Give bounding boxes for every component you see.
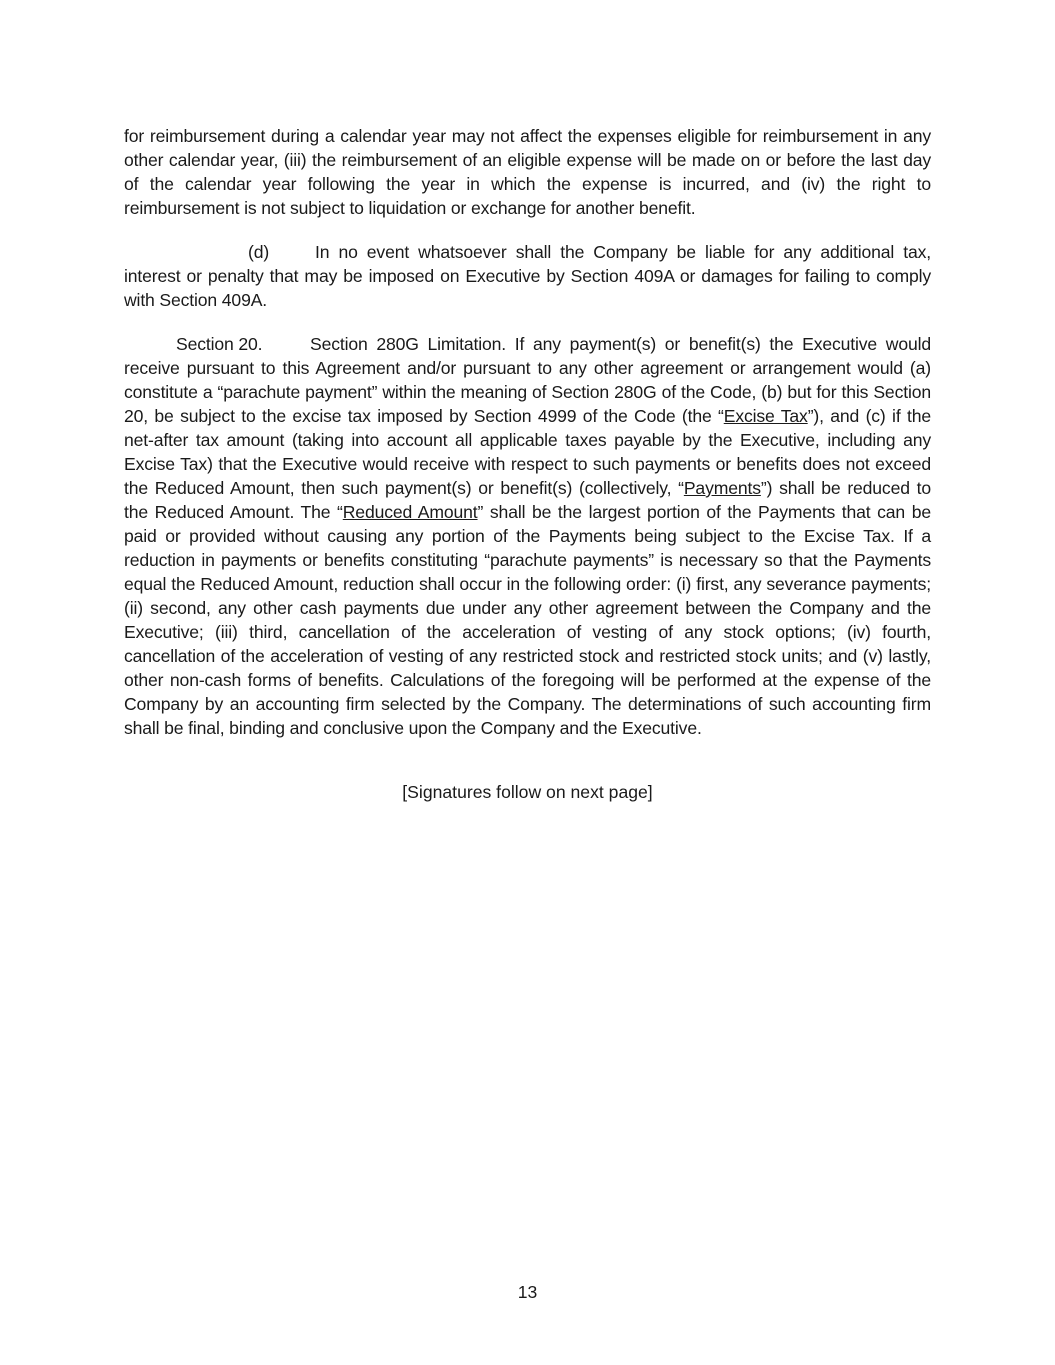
section-20-text-part4: ” shall be the largest portion of the Payments that can be paid or provided without causing any portion of the Payments being subject to the Excise Tax. If a reduction in payments or benefits constituting “parachute payments” is necessary so that the Payments equal the Reduced Amount, reduction shall occur in the following order: (i) first, any severance payments; (ii) second, any other cash payments due under any other agreement between the Company and the Executive; (iii) third, cancellation of the acceleration of vesting of any stock options; (iv) fourth, cancellation of the acceleration of vesting of any restricted stock and restricted stock units; and (v) lastly, other non-cash forms of benefits. Calculations of the foregoing will be performed at the expense of the Company by an accounting firm selected by the Company. The determinations of such accounting firm shall be final, binding and conclusive upon the Company and the Executive. (124, 502, 931, 738)
document-body (124, 124, 931, 760)
paragraph-continuation: for reimbursement during a calendar year may not affect the expenses eligible for reimbursement in any other calendar year, (iii) the reimbursement of an eligible expense will be made on or before the last day of the calendar year following the year in which the expense is incurred, and (iv) the right to reimbursement is not subject to liquidation or exchange for another benefit. (124, 126, 931, 218)
section-20-number: Section 20. (176, 334, 263, 354)
section-20-text-part2: ”), and (c) if the net-after tax amount (taking into account all applicable taxes payable by the Executive, including any Excise Tax) that the Executive would receive with respect to such payments or benefits does not exceed the Reduced Amount, then such payment(s) or benefit(s) (collectively, “ (124, 406, 931, 498)
defined-term-excise-tax: Excise Tax (723, 406, 808, 426)
signatures-note: [Signatures follow on next page] (402, 782, 653, 802)
section-20-text-part1: If any payment(s) or benefit(s) the Executive would receive pursuant to this Agreement and/or pursuant to any other agreement or arrangement would (a) constitute a “parachute payment” within the meaning of Section 280G of the Code, (b) but for this Section 20, be subject to the excise tax imposed by Section 4999 of the Code (the “ (124, 334, 931, 426)
defined-term-payments: Payments (683, 478, 761, 498)
section-20-paragraph (124, 332, 931, 740)
section-20-title: Section 280G Limitation. (310, 334, 507, 354)
defined-term-reduced-amount: Reduced Amount (342, 502, 478, 522)
page-number: 13 (517, 1282, 538, 1302)
paragraph-d-text: In no event whatsoever shall the Company be liable for any additional tax, interest or penalty that may be imposed on Executive by Section 409A or damages for failing to comply with Section 409A. (124, 242, 931, 310)
paragraph-d-label: (d) (248, 242, 270, 262)
section-20-text-part3: ”) shall be reduced to the Reduced Amount. The “ (124, 478, 931, 522)
paragraph-d (124, 240, 931, 312)
